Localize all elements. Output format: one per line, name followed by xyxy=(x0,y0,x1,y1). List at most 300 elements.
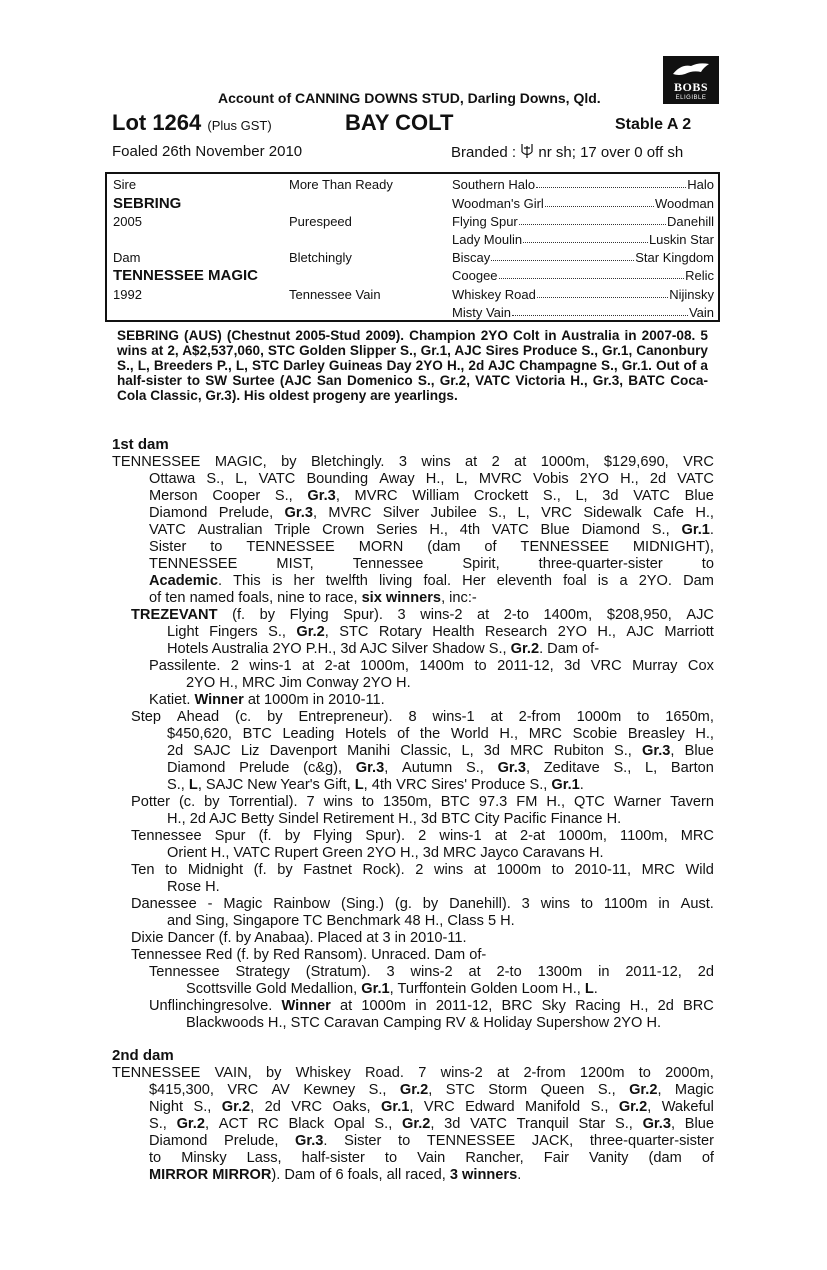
word: Zeditave xyxy=(543,760,600,776)
second-dam-heading: 2nd dam xyxy=(112,1047,174,1064)
word: Gr.2, xyxy=(618,1099,652,1115)
first-dam-line xyxy=(149,539,714,555)
word: 2 xyxy=(491,454,500,470)
word: 2011-12, xyxy=(497,658,554,674)
word: MIDNIGHT), xyxy=(632,539,714,555)
first-dam-line: and Sing, Singapore TC Benchmark 48 H., Class 5 H. xyxy=(167,913,515,929)
word: S., xyxy=(590,1099,609,1115)
first-dam-heading: 1st dam xyxy=(112,436,169,453)
word: to xyxy=(474,658,487,674)
word: VAIN, xyxy=(214,1065,252,1081)
word: Health xyxy=(432,624,475,640)
word: S., xyxy=(651,522,670,538)
word: H., xyxy=(629,998,649,1014)
word: her xyxy=(293,573,315,589)
word: (c. xyxy=(235,709,252,725)
word: VRC xyxy=(590,658,622,674)
word: wins-2 xyxy=(410,964,453,980)
word: 1100m xyxy=(603,896,648,912)
word: 2-to xyxy=(503,607,529,623)
word: (c&g), xyxy=(303,760,343,776)
word: in xyxy=(415,998,427,1014)
word: MORN xyxy=(358,539,404,555)
word: ACT xyxy=(218,1116,248,1132)
word: Sister xyxy=(149,539,187,555)
word: wins-1 xyxy=(249,658,292,674)
word: S., xyxy=(488,505,507,521)
word: AJC xyxy=(686,607,714,623)
word: (dam xyxy=(648,1150,682,1166)
word: Dam xyxy=(683,573,714,589)
g3-grandsire: Luskin Star xyxy=(648,232,714,247)
g3-sire: Biscay xyxy=(452,250,491,265)
word: AJC xyxy=(626,624,654,640)
word: to xyxy=(165,862,178,878)
word: living xyxy=(379,573,413,589)
word: This xyxy=(233,573,261,589)
word: Tranquil xyxy=(516,1116,569,1132)
g3-grandsire: Woodman xyxy=(654,196,714,211)
word: 2000m, xyxy=(665,1065,714,1081)
word: 1000m xyxy=(496,862,542,878)
word: L, xyxy=(575,488,588,504)
word: Gr.3, xyxy=(642,743,675,759)
word: Spur). xyxy=(365,828,406,844)
first-dam-line xyxy=(131,896,714,912)
word: at xyxy=(497,1065,510,1081)
word: twelfth xyxy=(325,573,368,589)
first-dam-line: Orient H., VATC Rupert Green 2YO H., 3d MRC Jayco Caravans H. xyxy=(167,845,604,861)
dam-dam: Tennessee Vain xyxy=(289,287,381,302)
word: Academic. xyxy=(149,573,223,589)
word: (c. xyxy=(178,794,196,810)
first-dam-line xyxy=(149,556,714,572)
second-dam-line xyxy=(149,1116,714,1132)
word: Queen xyxy=(540,1082,585,1098)
word: VRC xyxy=(423,1099,455,1115)
word: 1400m xyxy=(419,658,465,674)
word: Gr.3. xyxy=(295,1133,328,1149)
g3-sire: Lady Moulin xyxy=(452,232,523,247)
word: 97.3 xyxy=(478,794,508,810)
word: 2 xyxy=(230,658,239,674)
word: Gr.2, xyxy=(629,1082,662,1098)
word: 1100m, xyxy=(620,828,668,844)
word: $129,690, xyxy=(603,454,669,470)
word: TENNESSEE xyxy=(149,556,238,572)
word: Prelude xyxy=(239,760,290,776)
word: VRC xyxy=(683,454,714,470)
pedigree-g3-3 xyxy=(452,214,714,229)
word: Gr.3, xyxy=(307,488,340,504)
word: 1000m, xyxy=(540,454,590,470)
word: by xyxy=(265,1065,282,1081)
first-dam-line: 2YO H., MRC Jim Conway 2YO H. xyxy=(186,675,411,691)
word: at xyxy=(514,454,527,470)
word: of xyxy=(484,539,497,555)
word: Silver xyxy=(382,505,420,521)
word: H., xyxy=(546,794,566,810)
word: to xyxy=(361,794,375,810)
word: 1400m, xyxy=(543,607,593,623)
word: BTC xyxy=(440,794,470,810)
word: VATC xyxy=(491,522,529,538)
first-dam-line xyxy=(131,794,714,810)
word: 1000m xyxy=(361,998,407,1014)
word: Murray xyxy=(632,658,678,674)
word: Jubilee xyxy=(430,505,477,521)
word: wins xyxy=(421,454,451,470)
word: Gr.1, xyxy=(381,1099,414,1115)
word: Cafe xyxy=(653,505,684,521)
word: wins xyxy=(323,794,353,810)
word: Her xyxy=(462,573,486,589)
first-dam-line xyxy=(167,624,714,640)
word: 3 xyxy=(398,454,408,470)
word: at xyxy=(477,607,490,623)
sire-dam: Purespeed xyxy=(289,214,352,229)
word: is xyxy=(597,573,609,589)
word: S., xyxy=(597,1082,616,1098)
word: in xyxy=(658,896,670,912)
word: 2 xyxy=(418,828,427,844)
word: 2-to xyxy=(496,964,522,980)
word: Gr.2, xyxy=(399,1082,433,1098)
horse-icon xyxy=(671,60,711,78)
pedigree-g3-5 xyxy=(452,250,714,265)
word: (Stratum). xyxy=(305,964,371,980)
word: Gr.1. xyxy=(681,522,714,538)
word: VATC xyxy=(149,522,186,538)
word: 1350m, xyxy=(383,794,432,810)
word: Night xyxy=(149,1099,184,1115)
word: wins xyxy=(540,896,570,912)
word: Gr.3, xyxy=(642,1116,676,1132)
word: by xyxy=(204,794,220,810)
word: Passilente. xyxy=(149,658,221,674)
word: Vanity xyxy=(588,1150,629,1166)
word: Star xyxy=(578,1116,606,1132)
word: at xyxy=(494,828,507,844)
first-dam-line xyxy=(149,573,714,589)
word: H., xyxy=(429,522,448,538)
stable-location: Stable A 2 xyxy=(615,116,692,133)
word: TENNESSEE xyxy=(112,454,201,470)
g3-grandsire: Halo xyxy=(687,177,714,192)
g3-grandsire: Danehill xyxy=(667,214,714,229)
word: Fair xyxy=(543,1150,569,1166)
word: 2011-12, xyxy=(625,964,682,980)
word: is xyxy=(271,573,283,589)
word: Autumn xyxy=(401,760,453,776)
word: Diamond xyxy=(167,760,226,776)
word: wins xyxy=(434,862,464,878)
word: Triple xyxy=(274,522,311,538)
lot-description: BAY COLT xyxy=(345,110,454,135)
first-dam-line xyxy=(149,998,714,1014)
word: Flying xyxy=(289,607,329,623)
word: 1650m, xyxy=(665,709,714,725)
word: Edward xyxy=(465,1099,515,1115)
word: Crockett xyxy=(473,488,529,504)
word: TENNESSEE xyxy=(520,539,609,555)
word: Manifold xyxy=(524,1099,581,1115)
g3-sire: Southern Halo xyxy=(452,177,536,192)
word: Vain xyxy=(417,1150,446,1166)
word: to xyxy=(384,1150,398,1166)
word: wins-1 xyxy=(432,709,475,725)
word: Oaks, xyxy=(332,1099,371,1115)
word: Bletchingly. xyxy=(310,454,385,470)
word: Tennessee xyxy=(131,828,202,844)
word: S., xyxy=(193,1099,212,1115)
word: Tennessee xyxy=(352,556,424,572)
word: VRC xyxy=(227,1082,259,1098)
word: by xyxy=(277,862,293,878)
word: Step xyxy=(131,709,162,725)
second-dam-line xyxy=(149,1099,714,1115)
word: MRC xyxy=(510,743,544,759)
word: Cooper xyxy=(212,488,261,504)
word: foal xyxy=(563,573,587,589)
word: three-quarter-sister xyxy=(589,1133,714,1149)
word: Ahead xyxy=(176,709,220,725)
word: Potter xyxy=(131,794,170,810)
word: half-sister xyxy=(301,1150,365,1166)
word: 2-at xyxy=(324,658,350,674)
g3-grandsire: Vain xyxy=(688,305,714,320)
word: H., xyxy=(620,471,639,487)
word: VRC xyxy=(541,505,572,521)
word: foal. xyxy=(423,573,452,589)
word: H., xyxy=(597,624,616,640)
word: 2d xyxy=(264,1099,281,1115)
word: L, xyxy=(645,760,658,776)
word: 1000m, xyxy=(558,828,607,844)
word: S., xyxy=(368,1082,387,1098)
word: Marriott xyxy=(664,624,714,640)
word: STC xyxy=(339,624,369,640)
second-dam-line: MIRROR MIRROR). Dam of 6 foals, all raced, 3 winners. xyxy=(149,1167,522,1183)
word: Whiskey xyxy=(295,1065,351,1081)
bobs-eligible-logo xyxy=(663,56,719,104)
word: Spur xyxy=(214,828,246,844)
word: Gr.3, xyxy=(284,505,318,521)
word: by xyxy=(259,607,276,623)
first-dam-line xyxy=(167,760,714,776)
first-dam-line xyxy=(149,505,714,521)
word: BRC xyxy=(683,998,714,1014)
word: eleventh xyxy=(496,573,552,589)
word: 2YO xyxy=(557,624,587,640)
word: 2 xyxy=(415,862,424,878)
word: Rock). xyxy=(362,862,405,878)
g3-sire: Misty Vain xyxy=(452,305,511,320)
first-dam-line: Rose H. xyxy=(167,879,220,895)
dam-year: 1992 xyxy=(113,287,142,302)
word: MVRC xyxy=(478,471,522,487)
word: Barton xyxy=(670,760,714,776)
word: Unflinchingresolve. xyxy=(149,998,273,1014)
word: H., xyxy=(499,726,519,742)
pedigree-g3-7 xyxy=(452,287,714,302)
word: 3d xyxy=(602,488,619,504)
word: AV xyxy=(271,1082,290,1098)
word: - xyxy=(207,896,213,912)
word: Fastnet xyxy=(303,862,352,878)
word: Crown xyxy=(322,522,365,538)
word: 7 xyxy=(418,1065,427,1081)
first-dam-line: Blackwoods H., STC Caravan Camping RV & Holiday Supershow 2YO H. xyxy=(186,1015,662,1031)
word: 3d xyxy=(564,658,581,674)
word: wins-2 xyxy=(440,1065,483,1081)
word: 2d xyxy=(697,964,714,980)
word: Winner xyxy=(281,998,331,1014)
word: Entrepreneur). xyxy=(298,709,393,725)
word: MAGIC, xyxy=(214,454,267,470)
word: William xyxy=(412,488,460,504)
sire-year: 2005 xyxy=(113,214,142,229)
word: Tavern xyxy=(670,794,714,810)
word: to xyxy=(551,862,564,878)
word: VRC xyxy=(291,1099,323,1115)
pedigree-table xyxy=(105,172,720,322)
word: 2-from xyxy=(523,1065,566,1081)
word: (Sing.) xyxy=(340,896,384,912)
g3-grandsire: Star Kingdom xyxy=(635,250,714,265)
first-dam-line xyxy=(167,743,714,759)
word: Gr.2, xyxy=(401,1116,435,1132)
word: Sister xyxy=(344,1133,382,1149)
word: Diamond xyxy=(581,522,640,538)
word: Danehill). xyxy=(449,896,511,912)
word: S., xyxy=(268,624,286,640)
word: 3 xyxy=(521,896,530,912)
word: Gr.2, xyxy=(176,1116,210,1132)
word: S., xyxy=(614,743,632,759)
word: 1200m xyxy=(579,1065,625,1081)
word: at xyxy=(465,454,478,470)
word: to xyxy=(210,539,223,555)
word: 2d xyxy=(657,998,674,1014)
word: STC xyxy=(445,1082,475,1098)
second-dam-line xyxy=(149,1133,714,1149)
dam-name: TENNESSEE MAGIC xyxy=(113,267,259,284)
word: BRC xyxy=(501,998,533,1014)
g3-grandsire: Nijinsky xyxy=(669,287,714,302)
word: 3d xyxy=(483,743,501,759)
dam-sire: Bletchingly xyxy=(289,250,352,265)
word: by xyxy=(267,709,283,725)
word: Rancher, xyxy=(465,1150,524,1166)
word: Gr.3, xyxy=(355,760,389,776)
word: 2d xyxy=(167,743,184,759)
word: 3 xyxy=(397,607,406,623)
first-dam-line xyxy=(149,964,714,980)
word: Liz xyxy=(240,743,260,759)
word: L, xyxy=(461,743,474,759)
word: Leading xyxy=(282,726,335,742)
word: L, xyxy=(517,505,530,521)
word: Kewney xyxy=(303,1082,356,1098)
word: Storm xyxy=(488,1082,528,1098)
first-dam-line xyxy=(112,454,714,470)
logo-text: BOBS xyxy=(673,80,708,94)
first-dam-line: of ten named foals, nine to race, six winners, inc:- xyxy=(149,590,477,606)
word: of xyxy=(397,726,410,742)
word: by xyxy=(422,896,439,912)
word: Tennessee xyxy=(149,964,220,980)
word: TREZEVANT xyxy=(131,607,218,623)
word: S., xyxy=(466,760,484,776)
word: MRC xyxy=(680,828,714,844)
dam-label: Dam xyxy=(113,250,141,265)
g3-sire: Woodman's Girl xyxy=(452,196,544,211)
word: S., xyxy=(615,1116,633,1132)
word: Diamond xyxy=(149,505,208,521)
sire-label: Sire xyxy=(113,177,137,192)
word: Spirit, xyxy=(462,556,500,572)
word: at xyxy=(490,709,503,725)
brand-info xyxy=(451,143,683,161)
word: Manihi xyxy=(347,743,391,759)
word: at xyxy=(302,658,315,674)
word: Light xyxy=(167,624,199,640)
pedigree-g3-1 xyxy=(452,177,714,192)
word: SAJC xyxy=(193,743,231,759)
first-dam-line: Katiet. Winner at 1000m in 2010-11. xyxy=(149,692,385,708)
word: RC xyxy=(257,1116,279,1132)
word: TENNESSEE xyxy=(112,1065,201,1081)
word: to xyxy=(637,709,650,725)
word: Rotary xyxy=(378,624,422,640)
word: Blue xyxy=(540,522,570,538)
word: VATC xyxy=(258,471,296,487)
word: Strategy xyxy=(235,964,290,980)
g3-sire: Coogee xyxy=(452,268,498,283)
pedigree-g3-6 xyxy=(452,268,714,283)
word: 2-from xyxy=(518,709,561,725)
word: wins-2 xyxy=(420,607,463,623)
word: Minsky xyxy=(181,1150,227,1166)
word: 1300m xyxy=(537,964,583,980)
word: Sidewalk xyxy=(583,505,642,521)
word: S., xyxy=(149,1116,167,1132)
word: Ottawa xyxy=(149,471,196,487)
word: Vobis xyxy=(532,471,569,487)
word: $415,300, xyxy=(149,1082,214,1098)
word: Flying xyxy=(313,828,353,844)
word: in xyxy=(598,964,610,980)
first-dam-line xyxy=(131,607,714,623)
word: 2011-12, xyxy=(435,998,493,1014)
word: the xyxy=(419,726,441,742)
word: Gr.2, xyxy=(296,624,329,640)
word: 2YO xyxy=(579,471,609,487)
pedigree-g3-8 xyxy=(452,305,714,320)
word: (f. xyxy=(232,607,246,623)
word: $208,950, xyxy=(606,607,672,623)
word: of xyxy=(701,1150,714,1166)
word: TENNESSEE xyxy=(246,539,335,555)
word: (dam xyxy=(427,539,461,555)
word: Sky xyxy=(541,998,566,1014)
word: Merson xyxy=(149,488,198,504)
word: Magic xyxy=(674,1082,714,1098)
word: to xyxy=(398,1133,411,1149)
word: 8 xyxy=(408,709,417,725)
word: S., xyxy=(374,1116,393,1132)
